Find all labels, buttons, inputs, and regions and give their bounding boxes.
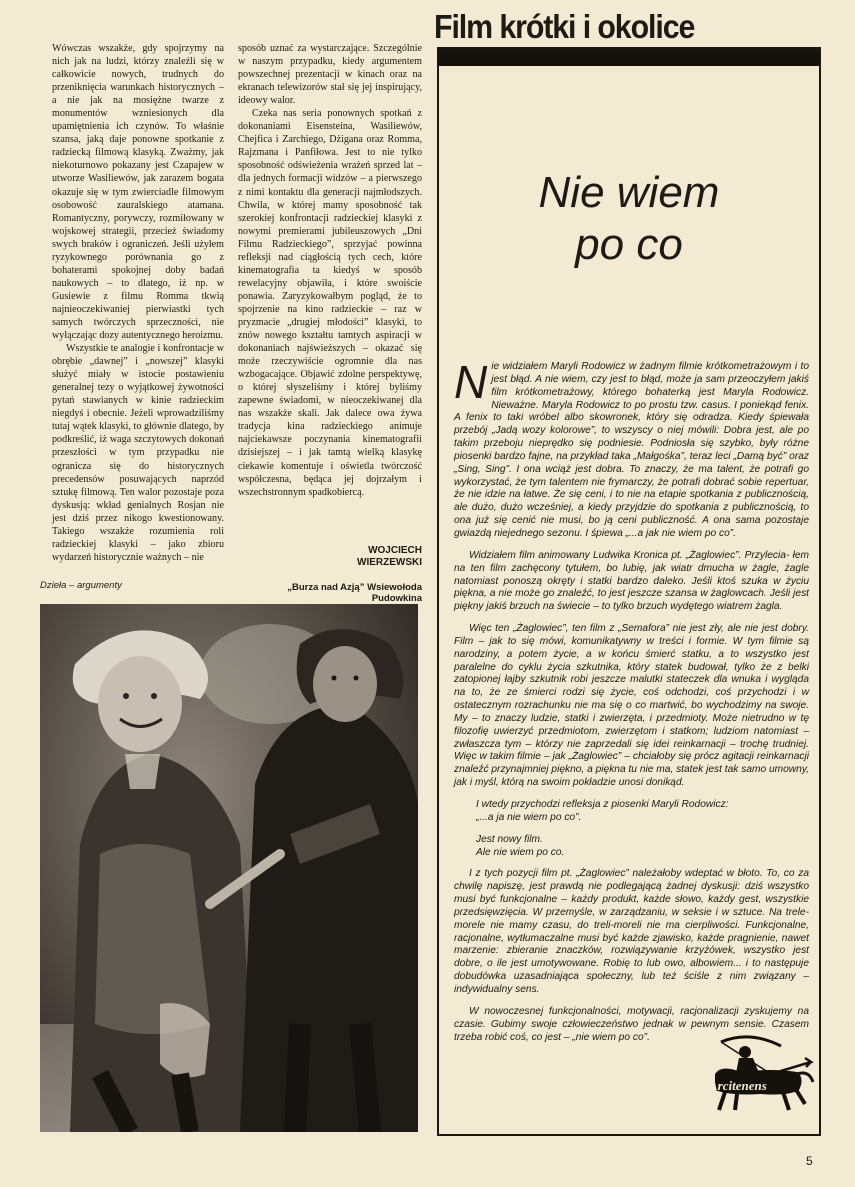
author-signature bbox=[300, 545, 422, 569]
quote-line: Ale nie wiem po co. bbox=[476, 846, 565, 858]
paragraph: Widziałem film animowany Ludwika Kronica pt. „Żaglowiec”. Przylecia- łem na ten film zachęcony tytułem, bo lubię, jak wiatr dmucha w żagle, żagle natomiast ponoszą okręty i statki bardzo daleko. Jeśli ktoś szuka w życiu piękna, a nie może go znaleźć, to jest jeszcze szansa w żaglowcach. Jeśli jest piękny jakiś brzuch na świecie – to tylko brzuch wydętego wiatrem żagla. bbox=[454, 549, 809, 613]
headline-line-2: po co bbox=[575, 220, 683, 269]
page-number: 5 bbox=[806, 1154, 813, 1168]
film-still-photo bbox=[40, 604, 418, 1132]
section-caption: Dzieła – argumenty bbox=[40, 580, 122, 591]
paragraph: Czeka nas seria ponownych spotkań z dokonaniami Eisensteina, Wasiliewów, Chejfica i Zarchiego, Dżigana oraz Romma, Rajzmana i Panfiłowa. Jest to nie tylko sposobność odświeżenia wrażeń sprzed lat – dla jednych formacji widzów – a pierwszego z nimi kontaktu dla generacji najmłodszych. Chwila, w której mamy sposobność tak szerokiej konfrontacji radzieckiej klasyki z nowymi premierami jubileuszowych „Dni Filmu Radzieckiego”, sprzyjać powinna refleksji nad ciągłością tych cech, które kinematografia ta kiedyś w sposób rewelacyjny objawiła, i które swoiście ponawia. Zaryzykowałbym pogląd, że to spojrzenie na kino radzieckie – raz w pryzmacie „drugiej młodości” klasyki, to znów nowego kształtu tamtych aspiracji w dokonaniach najświeższych – okazać się może rzeczywiście ogromnie dla nas wzbogacające. Objawić zdolne perspektywę, o której słyszeliśmy i której byliśmy zapewne świadomi, w nieoczekiwanej dla nas wszakże skali. Jak dalece owa żywa tradycja kina radzieckiego animuje najciekawsze poczynania kinematografii dzisiejszej – i jak tamtą wielką klasykę ciekawie komentuje i oświetla twórczość współczesna, będąca jej dojrzałym i wszechstronnym spadkobiercą. bbox=[238, 108, 422, 498]
paragraph: Więc ten „Żaglowiec”, ten film z „Semafora” nie jest zły, ale nie jest dobry. Film – jak to się mówi, komunikatywny w treści i formie. W tym filmie są narodziny, a potem życie, a w końcu śmierć statku, a to wszystko jest paralelne do cyklu życia szkutnika, który statek budował, tylko że z belki zatopionej łajby szkutnik robi jeszcze malutki stateczek dla wnuka i wygląda na to, że ze śmierci rodzi się życie, coś odchodzi, coś przychodzi i w ostatecznym rozrachunku nie ma się o co martwić, bo wychodzimy na swoje. My – to znaczy ludzie, statki i zwierzęta, i przedmioty. Może nietrudno w tę filozofię uwierzyć przedmiotom, zwierzętom i statkom; ludziom natomiast – zwłaszcza tym – którzy nie zaprzedali się idei reinkarnacji – trochę trudniej. Więc w takim filmie – jak „Żaglowiec” – chciałoby się prócz agitacji reinkarnacji znaleźć przynajmniej piękno, a piękna tu nie ma, statek jest tak samo umowny, jak i myśl, którą na swoim pokładzie unosi donikąd. bbox=[454, 623, 809, 789]
header-bar bbox=[439, 49, 819, 66]
paragraph: sposób uznać za wystarczające. Szczególnie w naszym przypadku, kiedy argumentem powszechnej prezentacji w kinach oraz na ekranach telewizorów stał się jej inspirujący, ideowy walor. bbox=[238, 43, 422, 107]
film-still-illustration bbox=[40, 604, 418, 1132]
author-last-name: WIERZEWSKI bbox=[357, 557, 422, 568]
paragraph: I z tych pozycji film pt. „Żaglowiec” należałoby wdeptać w błoto. To, co za chwilę napiszę, jest prawdą nie podlegającą żadnej dyskusji: dziś wszystko musi być funkcjonalne – każdy produkt, każde słowo, każdy gest, wszystkie przedsięwzięcia. W przemyśle, w zarządzaniu, w seksie i w sztuce. Na trele-morele nie mamy czasu, do treli-moreli nie ma cierpliwości. Funkcjonalne, racjonalne, wytłumaczalne musi być każde zjawisko, każde pragnienie, nawet marzenie: zbieranie znaczków, rozwiązywanie krzyżówek, wszystko jest dobre, o ile jest umotywowane. Robię to lub owo, albowiem... i to następuje dobudówka uzasadniająca społeczny, lub też ściśle z nim związany – indywidualny sens. bbox=[454, 868, 809, 995]
quote-line: I wtedy przychodzi refleksja z piosenki Maryli Rodowicz: bbox=[476, 799, 729, 810]
photo-caption: „Burza nad Azją” Wsiewołoda Pudowkina bbox=[287, 582, 422, 604]
paragraph-text: ie widziałem Maryli Rodowicz w żadnym filmie krótkometrażowym i to jest błąd. A nie wiem, czy jest to błąd, może ja sam przeoczyłem jakiś film krótkometrażowy, którego bohaterką jest Maryla Rodowicz. Nieważne. Maryla Rodowicz to po prostu tzw. casus. I poniekąd fenix. A fenix to taki wróbel albo skowronek, który się odradza. Kiedy śpiewała przebój „Jadą wozy kolorowe”, to wszyscy o niej mówili: Dobra jest, ale po takim przeboju nieprędko się podniesie. Podniosła się szybko, były różne piosenki bardzo fajne, na przykład taka „Małgośka”, teraz leci „Damą być” oraz „Sing, Sing”. I ona wciąż jest dobra. To znaczy, że ma talent, że potrafi go wykorzystać, że tym talentem nie frymarczy, że potrafi dobrać sobie repertuar, że nie idzie na łatwe. Że się ceni, i to nie na etapie spotkania z publicznością, ale dużo, dużo wcześniej, a kiedy przyjdzie do spotkania z publicznością, to ona już się cenić nie musi, bo ją ceni publiczność. A ona sama pozostaje gwiazdą niejednego sezonu. I śpiewa „...a jak nie wiem po co”. bbox=[454, 361, 809, 539]
quote-line: „...a ja nie wiem po co”. bbox=[476, 811, 582, 823]
logo-wordmark: Arcitenens bbox=[709, 1078, 767, 1093]
headline-line-1: Nie wiem bbox=[538, 168, 720, 217]
section-title: Film krótki i okolice bbox=[434, 8, 695, 45]
paragraph: Wówczas wszakże, gdy spojrzymy na nich jak na ludzi, którzy znaleźli się w całkowicie nowych, trudnych do przeniknięcia warunkach historycznych – a nie jak na mosiężne twarze z monumentów wzniesionych dla upamiętnienia ich czynów. To właśnie szansa, jaką daje ponowne spotkanie z radziecką filmową klasyką. Zważmy, jak niekoturnowo pokazany jest Czapajew w utworze Wasiliewów, jak zarazem bogata okazuje się w tym zwierciadle filmowym osobowość zauralskiego atamana. Romantyczny, porywczy, rozmiłowany w wojskowej strategii, przecież świadomy swych braków i ograniczeń. Jeśli użyłem ryzykownego porównania go z bohaterami spokojnej doby badań naukowych – to dlatego, iż np. w Gusiewie z filmu Romma tkwią najnieoczekiwaniej pierwiastki tych samych twórczych sprzeczności, nie wyłączając dozy autentycznego heroizmu. bbox=[52, 43, 224, 342]
article-body bbox=[454, 356, 809, 1053]
archer-centaur-icon bbox=[701, 1034, 816, 1114]
article-headline bbox=[439, 167, 819, 271]
arcitenens-logo bbox=[701, 1034, 816, 1114]
quote-line: Jest nowy film. bbox=[476, 833, 543, 845]
article-box bbox=[437, 47, 821, 1136]
paragraph bbox=[454, 356, 809, 541]
article-column-1 bbox=[52, 42, 224, 564]
drop-cap: N bbox=[454, 356, 488, 408]
paragraph: Wszystkie te analogie i konfrontacje w obrębie „dawnej” i „nowszej” klasyki służyć miały w istocie postawieniu generalnej tezy o wyjątkowej żywotności pytań stawianych w kinie radzieckim niegdyś i obecnie. Jeżeli wprowadziliśmy tutaj wątek klasyki, to głównie dlatego, by podkreślić, iż waga szczytowych dokonań przeszłości w tym przypadku nie ogranicza się do historycznych precedensów posuwających naprzód sztukę filmową. Ten walor pozostaje poza dyskusją: wkład genialnych Rosjan nie jest dziś przez nikogo kwestionowany. Takiego wszakże rozumienia roli radzieckiej klasyki – jako zbioru wydarzeń historycznie ważnych – nie bbox=[52, 343, 224, 563]
article-column-2 bbox=[238, 42, 422, 499]
author-first-name: WOJCIECH bbox=[368, 545, 422, 556]
paragraph: W nowoczesnej funkcjonalności, motywacji, racjonalizacji zyskujemy na czasie. Gubimy swoje człowieczeństwo jednak w pewnym sensie. Czasem trzeba robić coś, co jest – „nie wiem po co”. bbox=[454, 1005, 809, 1043]
